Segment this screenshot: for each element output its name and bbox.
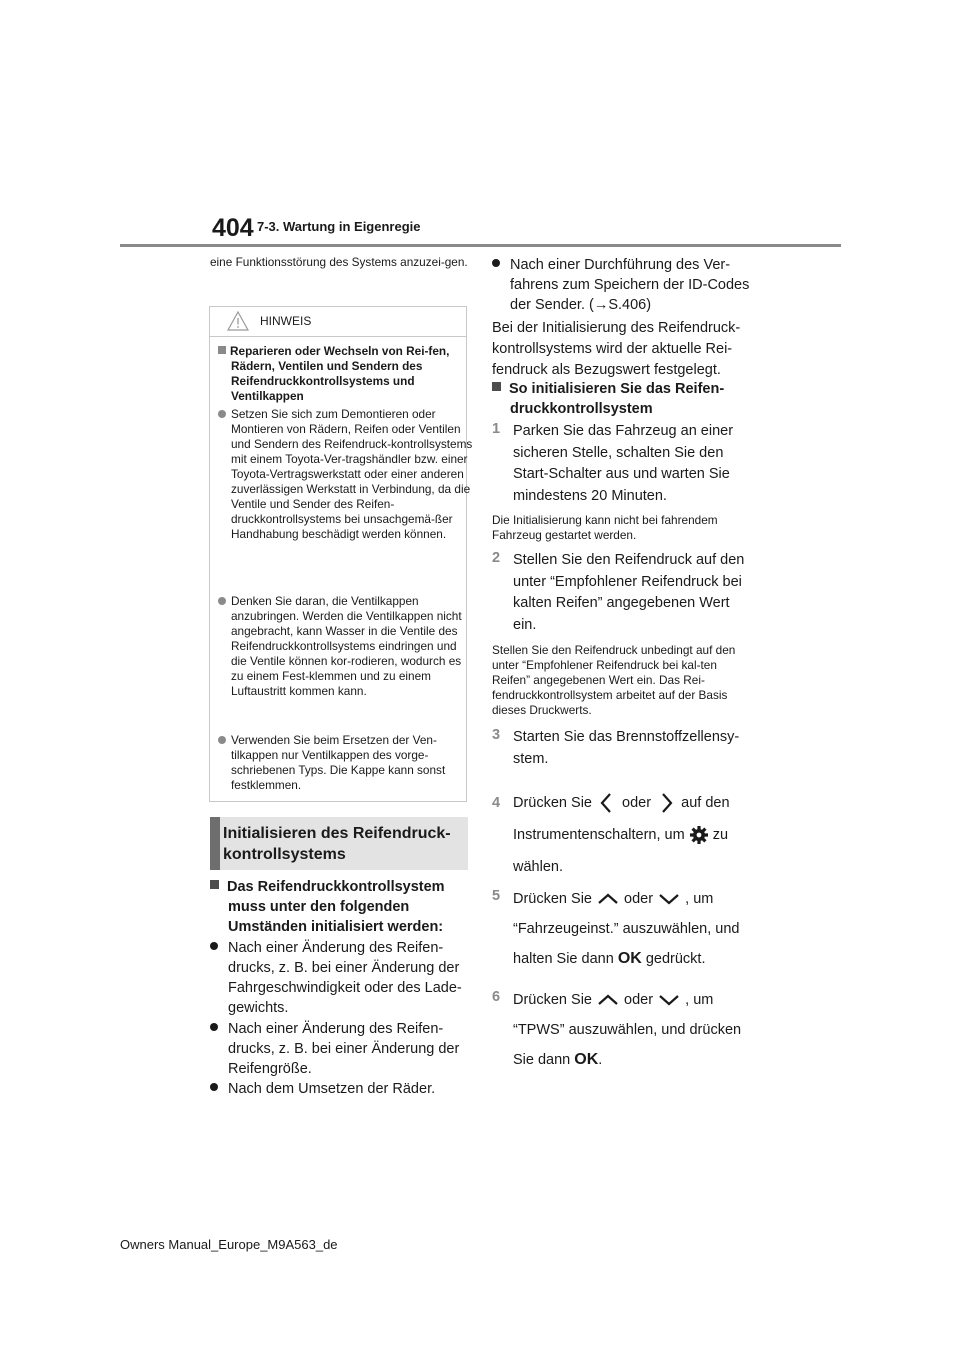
notice-item: Setzen Sie sich zum Demontieren oder Montieren von Rädern, Reifen oder Ventilen und Sendern des Reifendruck-kontrollsystems mit einem Toyota-Ver-tragshändler bzw. einer Toyota-Vertragswerkstatt oder einer anderen zuverlässigen Werkstatt in Verbindung, da die Ventile und Sender des Reifen-druckkontrollsystems bei unsachgemä-ßer Handhabung beschädigt werden können.	[218, 407, 473, 542]
circle-bullet-icon	[218, 410, 226, 418]
paragraph: Bei der Initialisierung des Reifendruck-kontrollsystems wird der aktuelle Rei-fendruck als Bezugswert festgelegt.	[492, 320, 741, 378]
step-number: 5	[492, 888, 501, 904]
square-bullet-icon	[218, 346, 226, 354]
chevron-right-icon	[655, 790, 677, 816]
chevron-up-icon	[596, 992, 620, 1008]
chevron-up-icon	[596, 891, 620, 907]
step-text: Starten Sie das Brennstoffzellensy-stem.	[513, 729, 740, 767]
step-number: 6	[492, 989, 501, 1005]
list-item: Nach einer Änderung des Reifen-drucks, z. B. bei einer Änderung der Reifengröße.	[210, 1019, 486, 1079]
section-title: 7-3. Wartung in Eigenregie	[257, 219, 421, 234]
ok-button-icon: OK	[574, 1051, 599, 1068]
list-item: Nach einer Änderung des Reifen-drucks, z. B. bei einer Änderung der Fahrgeschwindigkeit oder des Lade-gewichts.	[210, 938, 486, 1018]
step-note: Die Initialisierung kann nicht bei fahrendem Fahrzeug gestartet werden.	[492, 513, 718, 542]
step-4: 4 Drücken Sie oder auf den Instrumentenschaltern, um zu wählen.	[492, 787, 752, 883]
notice-item: Verwenden Sie beim Ersetzen der Ven-tilkappen nur Ventilkappen des vorge-schriebenen Typs. Die Kappe kann sonst festklemmen.	[218, 733, 473, 793]
step-text: Stellen Sie den Reifendruck auf den unter “Empfohlener Reifendruck bei kalten Reifen” angegebenen Wert ein.	[513, 552, 745, 633]
step-5: 5 Drücken Sie oder , um “Fahrzeugeinst.” auszuwählen, und halten Sie dann OK gedrückt.	[492, 888, 740, 967]
circle-bullet-icon	[218, 597, 226, 605]
intro-text: eine Funktionsstörung des Systems anzuzei-gen.	[210, 255, 468, 269]
footer-text: Owners Manual_Europe_M9A563_de	[120, 1237, 338, 1252]
square-bullet-icon	[492, 382, 501, 391]
list-item: Nach einer Durchführung des Ver-fahrens zum Speichern der ID-Codes der Sender. (→S.406)	[492, 255, 755, 315]
bullet-icon	[210, 1023, 218, 1031]
step-number: 4	[492, 795, 501, 811]
bullet-icon	[492, 259, 500, 267]
notice-box	[209, 306, 473, 802]
bullet-icon	[210, 942, 218, 950]
bullet-icon	[210, 1083, 218, 1091]
list-item: Nach dem Umsetzen der Räder.	[210, 1079, 486, 1099]
step-number: 3	[492, 727, 501, 743]
step-2	[492, 550, 752, 636]
ok-button-icon: OK	[617, 950, 642, 967]
notice-heading: Reparieren oder Wechseln von Rei-fen, Rädern, Ventilen und Sendern des Reifendruckkontrollsystems und Ventilkappen	[218, 344, 473, 404]
notice-label: HINWEIS	[260, 314, 312, 328]
page-number: 404	[212, 214, 254, 242]
chevron-down-icon	[657, 891, 681, 907]
right-subheading: So initialisieren Sie das Reifen-druckkontrollsystem	[492, 379, 755, 419]
warning-icon	[227, 311, 249, 331]
chevron-down-icon	[657, 992, 681, 1008]
step-note: Stellen Sie den Reifendruck unbedingt auf den unter “Empfohlener Reifendruck bei kal-ten Reifen” angegebenen Wert ein. Das Rei-fendruckkontrollsystem arbeitet auf der Basis dieses Druckwerts.	[492, 643, 736, 717]
step-6: 6 Drücken Sie oder , um “TPWS” auszuwählen, und drücken Sie dann OK.	[492, 989, 742, 1068]
notice-header	[210, 307, 466, 337]
square-bullet-icon	[210, 880, 219, 889]
header-divider	[120, 244, 841, 247]
circle-bullet-icon	[218, 736, 226, 744]
banner-accent	[210, 817, 220, 870]
notice-item: Denken Sie daran, die Ventilkappen anzubringen. Werden die Ventilkappen nicht angebracht, kann Wasser in die Ventile des Reifendruckkontrollsystems eindringen und die Ventile können kor-rodieren, wodurch es zu einem Fest-klemmen und zu einem Luftaustritt kommen kann.	[218, 594, 473, 699]
chevron-left-icon	[596, 790, 618, 816]
step-number: 2	[492, 550, 501, 566]
step-number: 1	[492, 421, 501, 437]
step-3	[492, 727, 752, 770]
left-subheading: Das Reifendruckkontrollsystem muss unter den folgenden Umständen initialisiert werden:	[210, 877, 486, 937]
section-banner	[210, 817, 468, 870]
step-1	[492, 421, 752, 507]
gear-icon	[689, 825, 709, 845]
banner-title: Initialisieren des Reifendruck- kontrollsystems	[223, 825, 451, 863]
step-text: Parken Sie das Fahrzeug an einer sicheren Stelle, schalten Sie den Start-Schalter aus und warten Sie mindestens 20 Minuten.	[513, 423, 734, 504]
